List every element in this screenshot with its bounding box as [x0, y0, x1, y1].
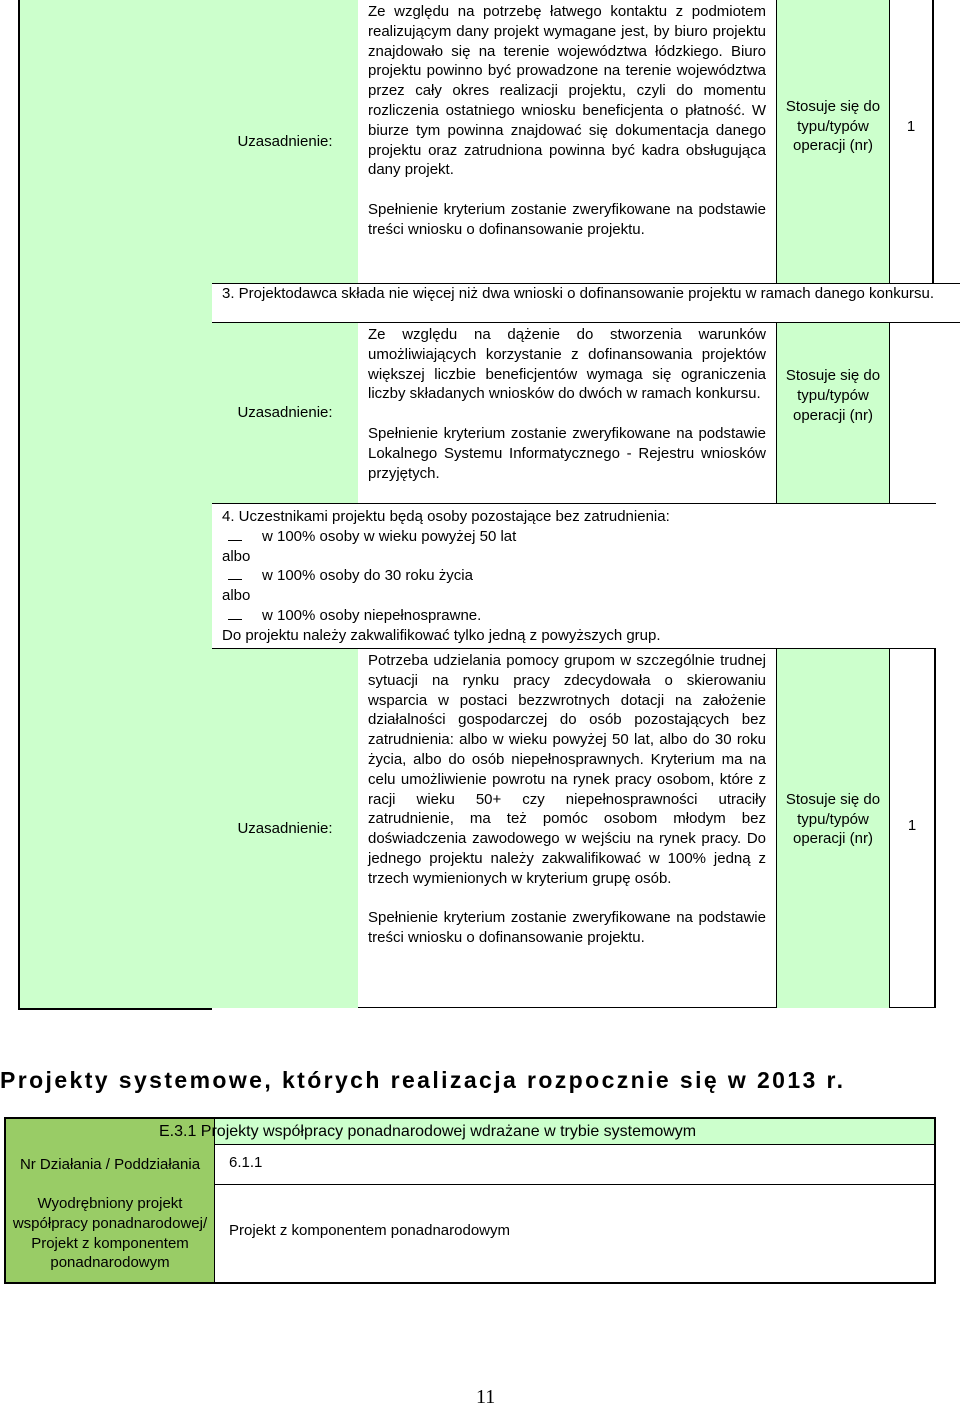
criterion-4-block — [212, 503, 936, 649]
verification-text-2: Spełnienie kryterium zostanie zweryfikowane na podstawie Lokalnego Systemu Informatycznego - Rejestru wniosków przyjętych. — [368, 424, 766, 482]
project-type-value-cell — [214, 1185, 934, 1282]
justification-label-2: Uzasadnienie: — [237, 404, 333, 422]
operation-number-cell-3 — [890, 649, 936, 1008]
criterion-3-text: 3. Projektodawca składa nie więcej niż dwa wnioski o dofinansowanie projektu w ramach danego konkursu. — [222, 285, 935, 302]
operation-number: 1 — [906, 117, 916, 135]
criterion-4-option-3: w 100% osoby niepełnosprawne. — [222, 606, 930, 626]
operation-types-cell-3 — [776, 649, 890, 1008]
project-type-label-cell — [6, 1185, 214, 1282]
criterion-4-option-2: w 100% osoby do 30 roku życia — [222, 566, 930, 586]
table-title-cell — [159, 1119, 934, 1145]
justification-label-cell-3 — [212, 649, 358, 1008]
justification-text-3: Potrzeba udzielania pomocy grupom w szczególnie trudnej sytuacji na rynku pracy zdecydowała o skierowaniu wsparcia w postaci bezzwrotnych dotacji na założenie działalności gospodarczej do osób pozostających bez zatrudnienia: albo w wieku powyżej 50 lat, albo do 30 roku życia, albo do osób niepełnosprawnych. Kryterium ma na celu umożliwienie powrotu na rynek pracy osobom, które z racji wieku 50+ czy niepełnosprawności utraciły zatrudnienie, ma też pomóc osobom młodym bez doświadczenia zawodowego w wejściu na rynek pracy. Do jednego projektu należy zakwalifikować w 100% jedną z trzech wymienionych w kryterium grupę osób. — [368, 652, 766, 887]
dash-bullet-icon — [228, 579, 242, 580]
criterion-4-title: 4. Uczestnikami projektu będą osoby pozostające bez zatrudnienia: — [222, 508, 670, 525]
dash-bullet-icon — [228, 540, 242, 541]
table-title: E.3.1 Projekty współpracy ponadnarodowej wdrażane w trybie systemowym — [159, 1123, 697, 1140]
section-heading: Projekty systemowe, których realizacja rozpocznie się w 2013 r. — [0, 1067, 846, 1093]
operation-types-cell — [776, 0, 890, 283]
action-number-label: Nr Działania / Poddziałania — [19, 1156, 201, 1174]
justification-label: Uzasadnienie: — [237, 132, 333, 150]
verification-text: Spełnienie kryterium zostanie zweryfikowane na podstawie treści wniosku o dofinansowanie projektu. — [368, 200, 766, 238]
operation-types-text: Stosuje się do typu/typów operacji (nr) — [785, 97, 881, 155]
page-number: 11 — [476, 1386, 496, 1408]
operation-number-3: 1 — [907, 817, 917, 835]
operation-types-text-3: Stosuje się do typu/typów operacji (nr) — [785, 790, 881, 848]
justification-label-cell — [212, 0, 358, 283]
justification-text-cell-2 — [358, 323, 776, 503]
justification-text-cell-3 — [358, 649, 776, 1008]
criterion-3-row — [212, 283, 960, 323]
operation-number-cell — [890, 0, 934, 283]
action-number-label-cell — [6, 1145, 214, 1185]
project-type-value: Projekt z komponentem ponadnarodowym — [229, 1222, 510, 1239]
justification-text-cell — [358, 0, 776, 283]
project-type-label: Wyodrębniony projekt współpracy ponadnarodowej/ Projekt z komponentem ponadnarodowym — [12, 1194, 208, 1272]
criterion-4-or-1: albo — [222, 547, 251, 565]
action-number-value-cell — [214, 1145, 934, 1185]
criterion-4-or-2: albo — [222, 587, 251, 605]
justification-text: Ze względu na potrzebę łatwego kontaktu z podmiotem realizującym dany projekt wymagane jest, by biuro projektu znajdowało się na terenie województwa łódzkiego. Biuro projektu powinno być prowadzone na terenie województwa przez cały okres realizacji projektu, czyli do momentu rozliczenia ostatniego wniosku beneficjenta o płatność. W biurze tym powinna znajdować się dokumentacja danego projektu oraz zatrudniona powinna być kadra obsługująca dany projekt. — [368, 3, 766, 179]
operation-types-cell-2 — [776, 323, 890, 503]
criterion-4-note: Do projektu należy zakwalifikować tylko jedną z powyższych grup. — [222, 626, 661, 644]
action-number-value: 6.1.1 — [229, 1154, 263, 1171]
criterion-4-option-1: w 100% osoby w wieku powyżej 50 lat — [222, 527, 930, 547]
justification-label-cell-2 — [212, 323, 358, 503]
transnational-table — [4, 1117, 936, 1284]
justification-label-3: Uzasadnienie: — [237, 819, 333, 837]
left-margin-column — [18, 0, 212, 1010]
operation-types-text-2: Stosuje się do typu/typów operacji (nr) — [785, 367, 881, 424]
verification-text-3: Spełnienie kryterium zostanie zweryfikowane na podstawie treści wniosku o dofinansowanie projektu. — [368, 909, 766, 947]
justification-text-2: Ze względu na dążenie do stworzenia warunków umożliwiających korzystanie z dofinansowania projektów większej liczbie beneficjentów wymaga się ograniczenia liczby składanych wniosków do dwóch w ramach konkursu. — [368, 326, 766, 403]
dash-bullet-icon — [228, 619, 242, 620]
